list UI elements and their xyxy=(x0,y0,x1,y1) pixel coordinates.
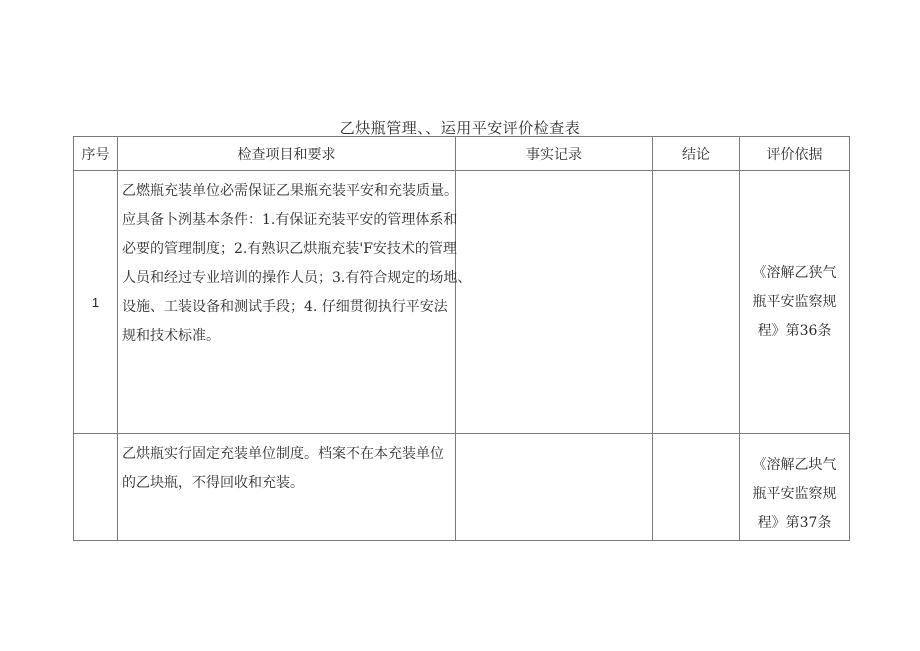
row-item xyxy=(118,434,456,541)
item-text-line: 应具备卜洌基本条件：1.有保证充装平安的管理体系和 xyxy=(122,212,458,228)
basis-text-line: 瓶平安监察规 xyxy=(752,486,837,502)
header-conclusion: 结论 xyxy=(653,137,740,171)
inspection-table xyxy=(73,136,850,541)
document-title: 乙炔瓶管理、、运用平安评价检查表 xyxy=(339,119,581,137)
item-text-line: 乙烘瓶实行固定充装单位制度。档案不在本充装单位 xyxy=(122,446,444,462)
table-row xyxy=(74,171,850,434)
item-text-line: 乙燃瓶充装单位必需保证乙果瓶充装平安和充装质量。 xyxy=(122,183,458,199)
row-seq: 1 xyxy=(74,171,118,434)
item-text-line: 的乙块瓶，不得回收和充装。 xyxy=(122,475,304,491)
item-text-line: 规和技术标准。 xyxy=(122,328,220,344)
basis-text-line: 《溶解乙狭气 xyxy=(752,264,837,281)
table-row xyxy=(74,434,850,541)
row-conclusion xyxy=(653,434,740,541)
header-fact: 事实记录 xyxy=(456,137,653,171)
row-basis xyxy=(740,434,850,541)
row-seq xyxy=(74,434,118,541)
header-item: 检查项目和要求 xyxy=(118,137,456,171)
table-header-row xyxy=(74,137,850,171)
basis-text-line: 瓶平安监察规 xyxy=(752,293,837,310)
row-item xyxy=(118,171,472,434)
row-fact xyxy=(456,171,653,434)
row-fact xyxy=(456,434,653,541)
item-text-line: 必要的管理制度；2.有熟识乙烘瓶充装'F安技术的管理 xyxy=(122,241,457,257)
basis-text-line: 《溶解乙块气 xyxy=(752,457,837,473)
row-basis xyxy=(740,171,850,434)
row-conclusion xyxy=(653,171,740,434)
header-basis: 评价依据 xyxy=(740,137,850,171)
item-text-line: 设施、工装设备和测试手段；4. 仔细贯彻执行平安法 xyxy=(122,299,448,315)
item-text-line: 人员和经过专业培训的操作人员；3.有符合规定的场地、 xyxy=(122,270,472,286)
header-seq: 序号 xyxy=(74,137,118,171)
basis-text-line: 程》第36条 xyxy=(757,322,832,339)
basis-text-line: 程》第37条 xyxy=(757,515,832,531)
